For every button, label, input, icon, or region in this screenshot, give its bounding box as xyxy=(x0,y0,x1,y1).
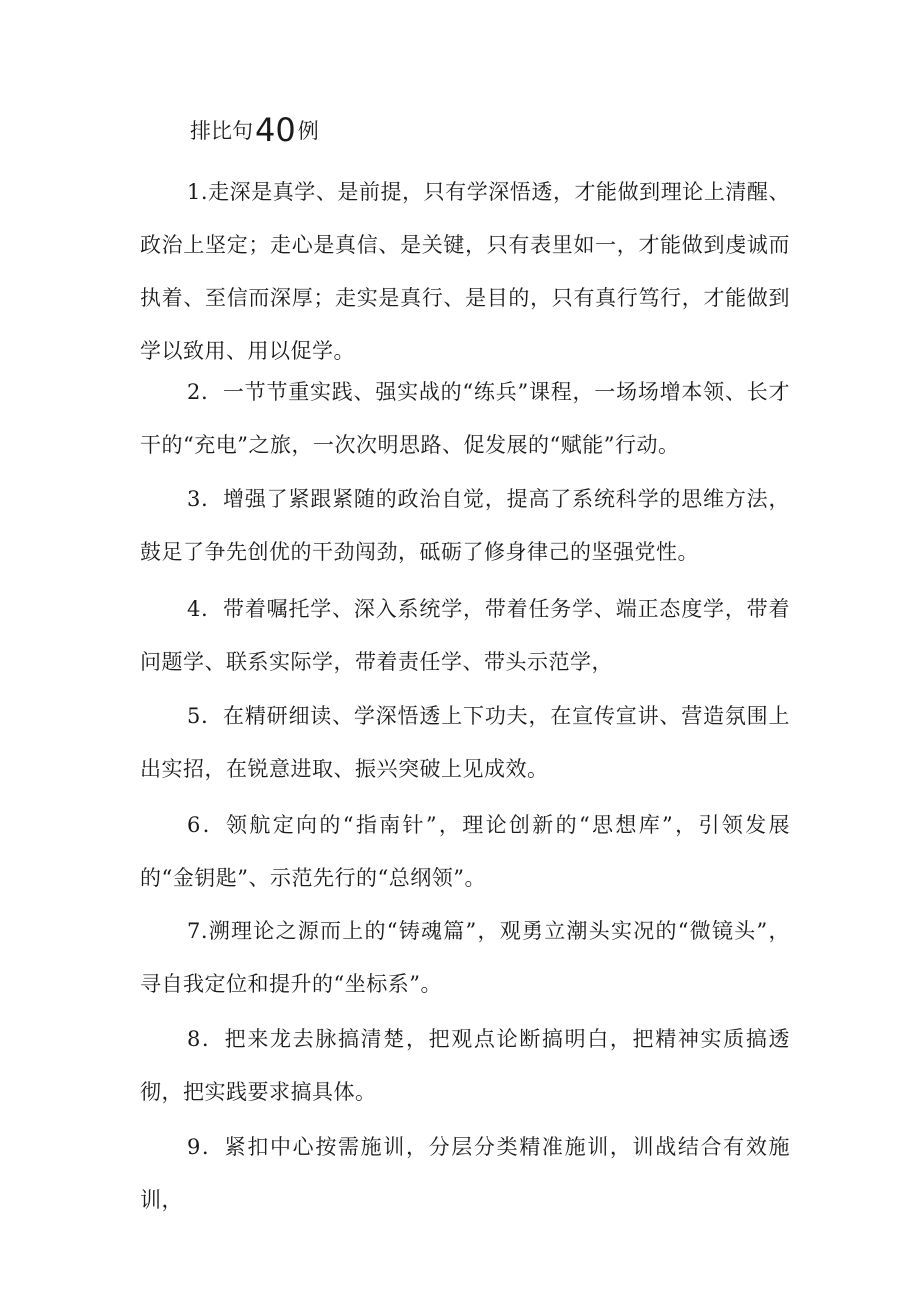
paragraph-3: 3．增强了紧跟紧随的政治自觉，提高了系统科学的思维方法，鼓足了争先创优的干劲闯劲，砥砺了修身律己的坚强党性。 xyxy=(140,487,790,564)
paragraph-6: 6．领航定向的“指南针”，理论创新的“思想库”，引领发展的“金钥匙”、示范先行的“总纲领”。 xyxy=(140,813,790,890)
paragraph-8: 8．把来龙去脉搞清楚，把观点论断搞明白，把精神实质搞透彻，把实践要求搞具体。 xyxy=(140,1027,790,1104)
paragraph-9: 9．紧扣中心按需施训，分层分类精准施训，训战结合有效施训， xyxy=(140,1135,790,1212)
paragraph-4: 4．带着嘱托学、深入系统学，带着任务学、端正态度学，带着问题学、联系实际学，带着责任学、带头示范学， xyxy=(140,597,790,674)
paragraph-2: 2．一节节重实践、强实战的“练兵”课程，一场场增本领、长才干的“充电”之旅，一次次明思路、促发展的“赋能”行动。 xyxy=(140,380,790,457)
document-title xyxy=(190,112,319,149)
paragraph-1: 1.走深是真学、是前提，只有学深悟透，才能做到理论上清醒、政治上坚定；走心是真信、是关键，只有表里如一，才能做到虔诚而执着、至信而深厚；走实是真行、是目的，只有真行笃行，才能做到学以致用、用以促学。 xyxy=(140,180,790,363)
paragraph-7: 7.溯理论之源而上的“铸魂篇”，观勇立潮头实况的“微镜头”，寻自我定位和提升的“坐标系”。 xyxy=(140,919,790,996)
title-prefix: 排比句 xyxy=(190,119,253,143)
paragraph-5: 5．在精研细读、学深悟透上下功夫，在宣传宣讲、营造氛围上出实招，在锐意进取、振兴突破上见成效。 xyxy=(140,704,790,781)
title-suffix: 例 xyxy=(297,119,319,143)
title-number: 40 xyxy=(255,111,296,149)
